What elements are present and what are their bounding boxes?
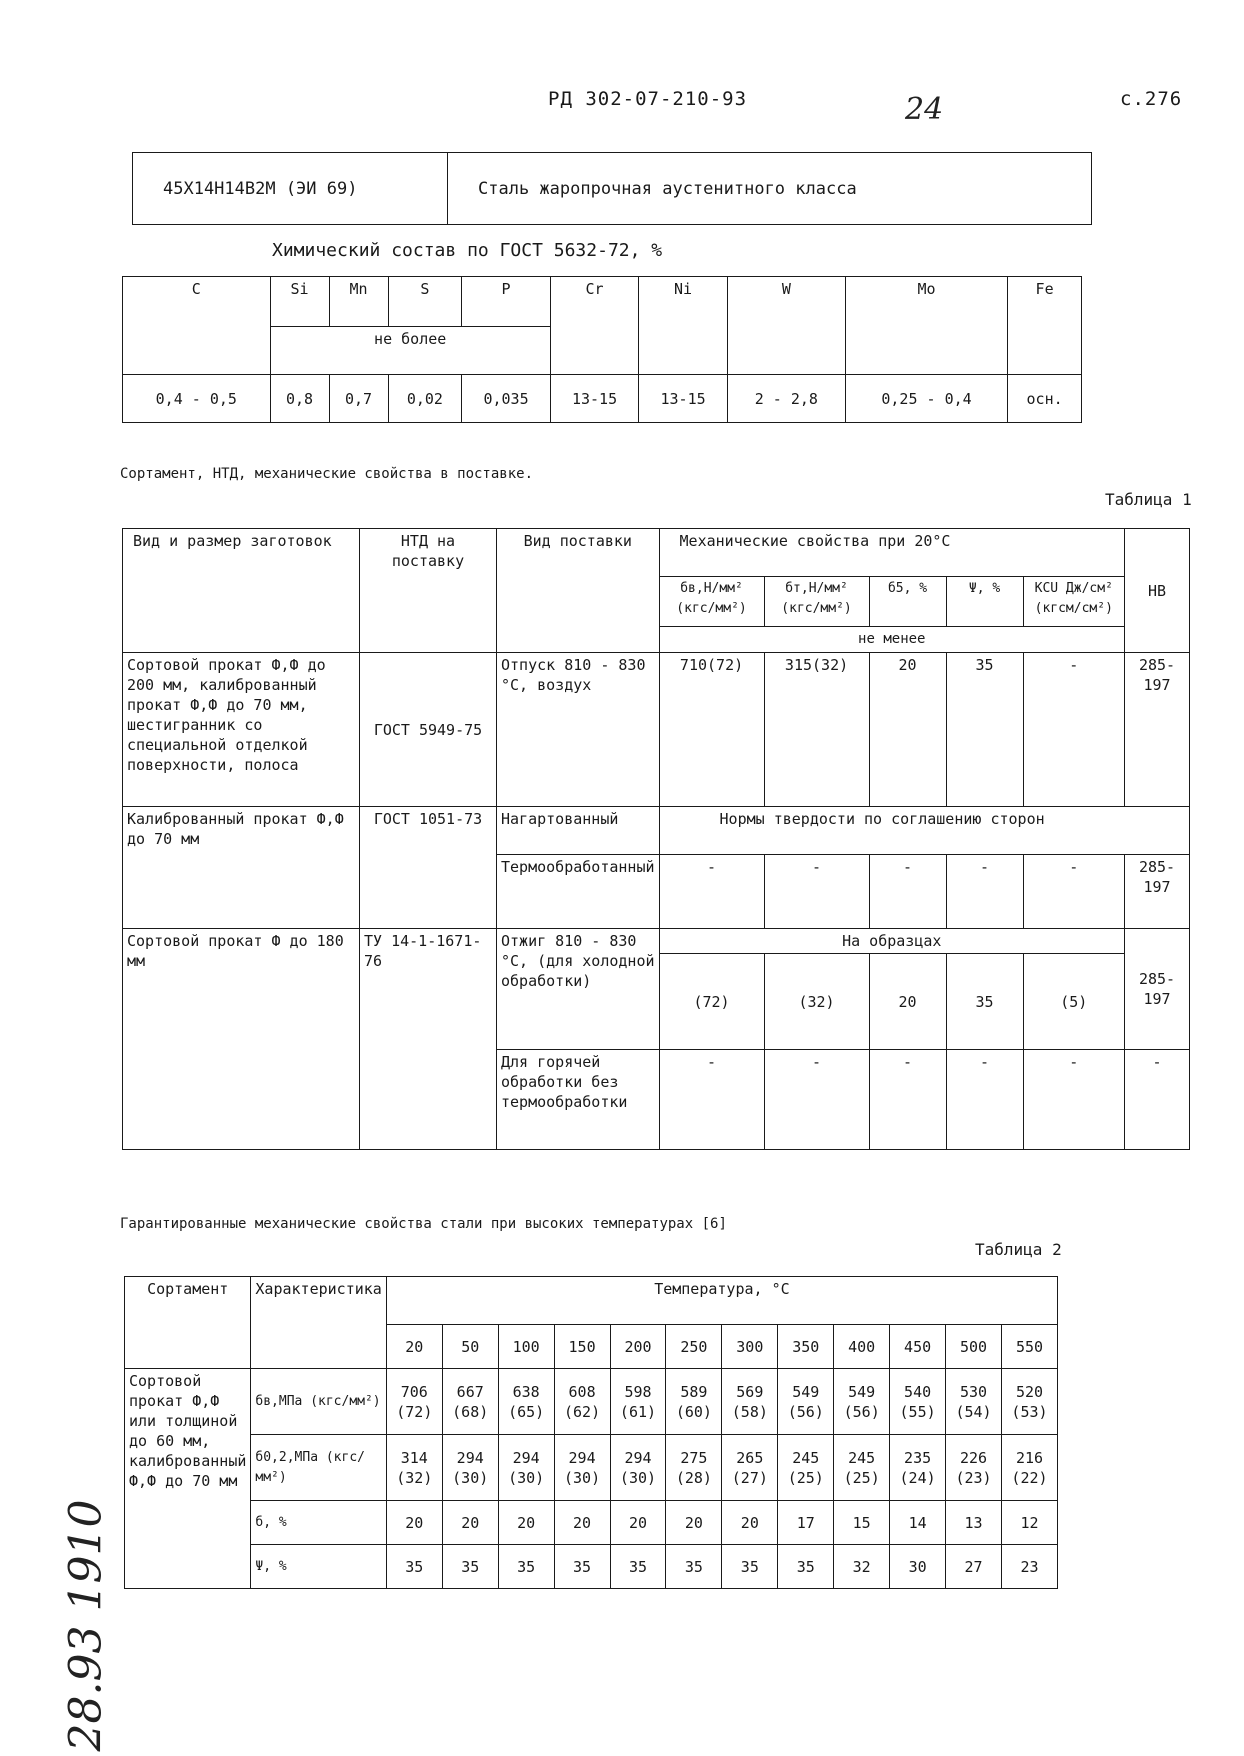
t1-header-psi: Ψ, %: [946, 577, 1023, 627]
table1-caption: Сортамент, НТД, механические свойства в поставке.: [120, 466, 534, 482]
t1-r2-sb: -: [659, 855, 764, 929]
t2-cell: 30: [890, 1545, 946, 1589]
t2-cell: 20: [498, 1501, 554, 1545]
t2-cell: 589 (60): [666, 1369, 722, 1435]
table2-label: Таблица 2: [975, 1240, 1062, 1259]
chem-value-cr: 13-15: [550, 375, 639, 423]
t1-header-hb: НВ: [1125, 529, 1190, 653]
table1: [122, 528, 1190, 1150]
t1-r1-d: 20: [869, 653, 946, 807]
t2-cell: 35: [666, 1545, 722, 1589]
t1-r2-supply-a: Нагартованный: [497, 807, 660, 855]
t1-r3-ntd: ТУ 14-1-1671-76: [360, 929, 497, 1150]
t1-header-mech: Механические свойства при 20°С: [659, 529, 1124, 577]
handwritten-margin-note: 28.93 1910: [60, 1499, 112, 1752]
chem-table: [122, 276, 1082, 423]
chem-caption: Химический состав по ГОСТ 5632-72, %: [272, 240, 663, 261]
t2-cell: 706 (72): [386, 1369, 442, 1435]
t2-cell: 15: [834, 1501, 890, 1545]
t1-r2-psi: -: [946, 855, 1023, 929]
t2-temp-20: 20: [386, 1325, 442, 1369]
t1-header-d: б5, %: [869, 577, 946, 627]
t1-r2-st: -: [764, 855, 869, 929]
t1-header-supply: Вид поставки: [497, 529, 660, 653]
t2-cell: 20: [722, 1501, 778, 1545]
t2-cell: 13: [946, 1501, 1002, 1545]
t2-cell: 35: [554, 1545, 610, 1589]
t2-row-label: б, %: [251, 1501, 386, 1545]
t2-temp-50: 50: [442, 1325, 498, 1369]
t2-cell: 235 (24): [890, 1435, 946, 1501]
chem-header-w: W: [727, 277, 845, 375]
chem-value-mo: 0,25 - 0,4: [845, 375, 1007, 423]
table2: [124, 1276, 1058, 1589]
t2-temp-450: 450: [890, 1325, 946, 1369]
chem-header-cr: Cr: [550, 277, 639, 375]
chem-limit-note: не более: [270, 327, 550, 375]
t1-r2-kind: Калиброванный прокат Ф,Ф до 70 мм: [123, 807, 360, 929]
t2-cell: 226 (23): [946, 1435, 1002, 1501]
handwritten-page-note: 24: [905, 92, 944, 127]
t1-r1-kind: Сортовой прокат Ф,Ф до 200 мм, калиброванный прокат Ф,Ф до 70 мм, шестигранник со специальной отделкой поверхности, полоса: [123, 653, 360, 807]
t2-row: [125, 1435, 1058, 1501]
t2-cell: 20: [610, 1501, 666, 1545]
t2-cell: 35: [386, 1545, 442, 1589]
table1-label: Таблица 1: [1105, 490, 1192, 509]
chem-value-mn: 0,7: [329, 375, 388, 423]
chem-value-si: 0,8: [270, 375, 329, 423]
t1-r1-sb: 710(72): [659, 653, 764, 807]
chem-value-fe: осн.: [1008, 375, 1082, 423]
t2-cell: 569 (58): [722, 1369, 778, 1435]
chem-header-mn: Mn: [329, 277, 388, 327]
table2-caption: Гарантированные механические свойства стали при высоких температурах [6]: [120, 1216, 727, 1232]
t1-r3-st2: -: [764, 1050, 869, 1150]
t2-cell: 598 (61): [610, 1369, 666, 1435]
t2-row-label: бв,МПа (кгс/мм²): [251, 1369, 386, 1435]
t1-r3-d: 20: [869, 954, 946, 1050]
t1-header-sb: бв,Н/мм² (кгс/мм²): [659, 577, 764, 627]
t2-row: [125, 1501, 1058, 1545]
chem-value-w: 2 - 2,8: [727, 375, 845, 423]
t1-r2-norm: Нормы твердости по соглашению сторон: [659, 807, 1189, 855]
chem-header-ni: Ni: [639, 277, 728, 375]
t1-header-st: бт,Н/мм² (кгс/мм²): [764, 577, 869, 627]
t2-cell: 17: [778, 1501, 834, 1545]
t1-r2-d: -: [869, 855, 946, 929]
t2-cell: 530 (54): [946, 1369, 1002, 1435]
t1-r2-supply-b: Термообработанный: [497, 855, 660, 929]
page-number: с.276: [1120, 88, 1183, 110]
t2-cell: 35: [778, 1545, 834, 1589]
t2-temp-250: 250: [666, 1325, 722, 1369]
t2-cell: 294 (30): [498, 1435, 554, 1501]
t2-cell: 667 (68): [442, 1369, 498, 1435]
t2-cell: 294 (30): [610, 1435, 666, 1501]
t2-cell: 23: [1001, 1545, 1057, 1589]
t2-cell: 294 (30): [442, 1435, 498, 1501]
t2-row-label: Ψ, %: [251, 1545, 386, 1589]
t1-header-min: не менее: [659, 627, 1124, 653]
t1-header-kcu: KCU Дж/см² (кгсм/см²): [1023, 577, 1124, 627]
t2-cell: 294 (30): [554, 1435, 610, 1501]
t1-r3-hb2: -: [1125, 1050, 1190, 1150]
chem-header-p: P: [462, 277, 551, 327]
t1-r3-psi: 35: [946, 954, 1023, 1050]
t2-cell: 20: [442, 1501, 498, 1545]
t1-r2-hb: 285-197: [1125, 855, 1190, 929]
chem-value-ni: 13-15: [639, 375, 728, 423]
chem-value-p: 0,035: [462, 375, 551, 423]
t2-temp-150: 150: [554, 1325, 610, 1369]
t2-cell: 35: [610, 1545, 666, 1589]
t2-temp-100: 100: [498, 1325, 554, 1369]
t2-cell: 20: [386, 1501, 442, 1545]
t2-header-temp: Температура, °С: [386, 1277, 1057, 1325]
t2-cell: 245 (25): [834, 1435, 890, 1501]
chem-header-mo: Mo: [845, 277, 1007, 375]
t1-r1-psi: 35: [946, 653, 1023, 807]
t1-r3-st: (32): [764, 954, 869, 1050]
t2-cell: 314 (32): [386, 1435, 442, 1501]
t1-r1-hb: 285-197: [1125, 653, 1190, 807]
t2-temp-550: 550: [1001, 1325, 1057, 1369]
t1-r3-hb: 285-197: [1125, 929, 1190, 1050]
t1-header-ntd: НТД на поставку: [360, 529, 497, 653]
t2-temp-200: 200: [610, 1325, 666, 1369]
t1-r2-ntd: ГОСТ 1051-73: [360, 807, 497, 929]
t2-cell: 27: [946, 1545, 1002, 1589]
t1-r3-samples: На образцах: [659, 929, 1124, 954]
t1-r1-kcu: -: [1023, 653, 1124, 807]
chem-value-c: 0,4 - 0,5: [123, 375, 271, 423]
t2-cell: 32: [834, 1545, 890, 1589]
t1-r3-kind: Сортовой прокат Ф до 180 мм: [123, 929, 360, 1150]
t2-cell: 265 (27): [722, 1435, 778, 1501]
t1-r3-supply-b: Для горячей обработки без термообработки: [497, 1050, 660, 1150]
t2-cell: 35: [498, 1545, 554, 1589]
t2-cell: 35: [722, 1545, 778, 1589]
steel-grade: 45Х14Н14В2М (ЭИ 69): [133, 153, 448, 225]
t2-cell: 14: [890, 1501, 946, 1545]
t2-header-char: Характеристика: [251, 1277, 386, 1369]
t2-header-sort: Сортамент: [125, 1277, 251, 1369]
chem-header-s: S: [388, 277, 462, 327]
t1-r3-d2: -: [869, 1050, 946, 1150]
document-code: РД 302-07-210-93: [548, 88, 748, 110]
t1-r2-kcu: -: [1023, 855, 1124, 929]
t2-cell: 216 (22): [1001, 1435, 1057, 1501]
t2-row: [125, 1369, 1058, 1435]
t2-cell: 35: [442, 1545, 498, 1589]
t1-r1-st: 315(32): [764, 653, 869, 807]
chem-value-s: 0,02: [388, 375, 462, 423]
chem-header-fe: Fe: [1008, 277, 1082, 375]
t2-sort: Сортовой прокат Ф,Ф или толщиной до 60 мм, калиброванный Ф,Ф до 70 мм: [125, 1369, 251, 1589]
t2-cell: 275 (28): [666, 1435, 722, 1501]
t2-temp-350: 350: [778, 1325, 834, 1369]
t2-cell: 638 (65): [498, 1369, 554, 1435]
t1-r3-sb: (72): [659, 954, 764, 1050]
chem-header-c: C: [123, 277, 271, 375]
t2-row-label: б0,2,МПа (кгс/мм²): [251, 1435, 386, 1501]
t2-temp-500: 500: [946, 1325, 1002, 1369]
t2-cell: 12: [1001, 1501, 1057, 1545]
t1-r1-supply: Отпуск 810 - 830 °С, воздух: [497, 653, 660, 807]
t2-row: [125, 1545, 1058, 1589]
t2-cell: 20: [666, 1501, 722, 1545]
t1-r3-supply-a: Отжиг 810 - 830 °С, (для холодной обработки): [497, 929, 660, 1050]
t2-temp-400: 400: [834, 1325, 890, 1369]
t1-header-kind: Вид и размер заготовок: [123, 529, 360, 653]
t2-cell: 540 (55): [890, 1369, 946, 1435]
t2-cell: 549 (56): [778, 1369, 834, 1435]
t1-r3-sb2: -: [659, 1050, 764, 1150]
t2-cell: 20: [554, 1501, 610, 1545]
grade-title-box: [132, 152, 1092, 225]
t2-cell: 608 (62): [554, 1369, 610, 1435]
steel-description: Сталь жаропрочная аустенитного класса: [448, 153, 1092, 225]
t1-r3-kcu: (5): [1023, 954, 1124, 1050]
t2-cell: 549 (56): [834, 1369, 890, 1435]
t2-cell: 245 (25): [778, 1435, 834, 1501]
chem-header-si: Si: [270, 277, 329, 327]
t1-r3-psi2: -: [946, 1050, 1023, 1150]
t2-temp-300: 300: [722, 1325, 778, 1369]
t2-cell: 520 (53): [1001, 1369, 1057, 1435]
t1-r1-ntd: ГОСТ 5949-75: [360, 653, 497, 807]
t1-r3-kcu2: -: [1023, 1050, 1124, 1150]
